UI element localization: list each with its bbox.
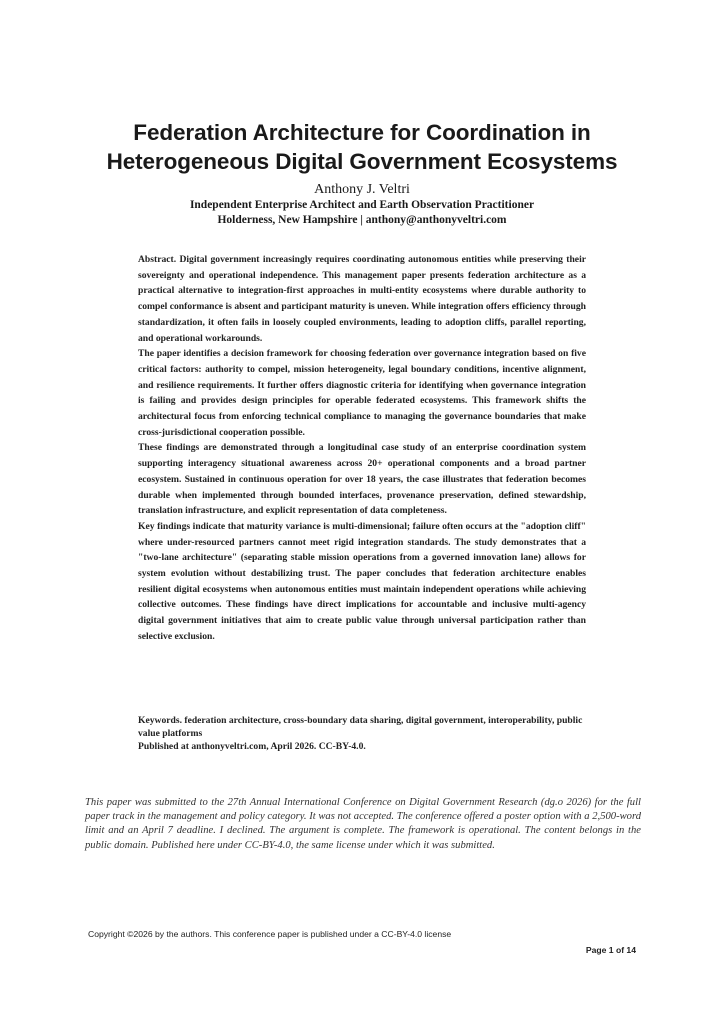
published-line: Published at anthonyveltri.com, April 2026. CC-BY-4.0.: [138, 741, 366, 753]
keywords-label: Keywords.: [138, 715, 182, 726]
abstract-paragraph-2: The paper identifies a decision framework for choosing federation over governance integration based on five critical factors: authority to compel, mission heterogeneity, legal boundary conditions, incentive alignment, and resilience requirements. It further offers diagnostic criteria for identifying when governance integration is failing and provides design principles for operable federated ecosystems. This framework shifts the architectural focus from enforcing technical compliance to managing the governance boundaries that make cross-jurisdictional cooperation possible.: [138, 348, 586, 438]
abstract-label: Abstract.: [138, 254, 177, 265]
author-block: [60, 182, 664, 228]
author-affiliation: Independent Enterprise Architect and Earth Observation Practitioner: [189, 199, 535, 211]
paper-title: [60, 118, 664, 176]
abstract-paragraph-4: Key findings indicate that maturity variance is multi-dimensional; failure often occurs at the "adoption cliff" where under-resourced partners cannot meet rigid integration standards. The study demonstrates that a "two-lane architecture" (separating stable mission operations from a governed innovation lane) allows for system evolution without destabilizing trust. The paper concludes that federation architecture enables resilient digital ecosystems when autonomous entities must maintain independent operations while achieving collective outcomes. These findings have direct implications for accountable and inclusive multi-agency digital government initiatives that aim to create public value through universal participation rather than selective exclusion.: [138, 520, 586, 642]
title-line-1: Federation Architecture for Coordination in: [133, 120, 591, 145]
page-number: Page 1 of 14: [585, 945, 636, 955]
author-name: Anthony J. Veltri: [314, 182, 410, 197]
keywords-line: [138, 714, 586, 740]
submission-note: This paper was submitted to the 27th Annual International Conference on Digital Government Research (dg.o 2026) for the full paper track in the management and policy category. It was not accepted. The conference offered a poster option with a 2,500-word limit and an April 7 deadline. I declined. The argument is complete. The framework is operational. The content belongs in the public domain. Published here under CC-BY-4.0, the same license under which it was submitted.: [85, 797, 641, 851]
abstract-paragraph-1: [138, 252, 586, 346]
title-line-2: Heterogeneous Digital Government Ecosystems: [106, 149, 618, 174]
author-location-contact: Holderness, New Hampshire | anthony@anthonyveltri.com: [217, 214, 507, 226]
keywords-block: [138, 714, 586, 754]
abstract-text-1: Digital government increasingly requires coordinating autonomous entities while preserving their sovereignty and operational independence. This management paper presents federation architecture as a practical alternative to integration-first approaches in multi-entity ecosystems where durable authority to compel conformance is absent and participant maturity is uneven. While integration offers efficiency through standardization, it often fails in loosely coupled environments, leading to adoption cliffs, parallel reporting, and operational workarounds.: [138, 254, 586, 344]
abstract: [138, 252, 586, 645]
keywords-text: federation architecture, cross-boundary data sharing, digital government, interoperability, public value platforms: [138, 715, 583, 740]
abstract-paragraph-3: These findings are demonstrated through a longitudinal case study of an enterprise coordination system supporting interagency situational awareness across 20+ operational components and a broad partner ecosystem. Sustained in continuous operation for over 18 years, the case illustrates that federation becomes durable when implemented through bounded interfaces, provenance preservation, defined stewardship, translation infrastructure, and explicit representation of data completeness.: [138, 442, 586, 517]
footer-copyright: Copyright ©2026 by the authors. This conference paper is published under a CC-BY-4.0 license: [88, 929, 452, 939]
